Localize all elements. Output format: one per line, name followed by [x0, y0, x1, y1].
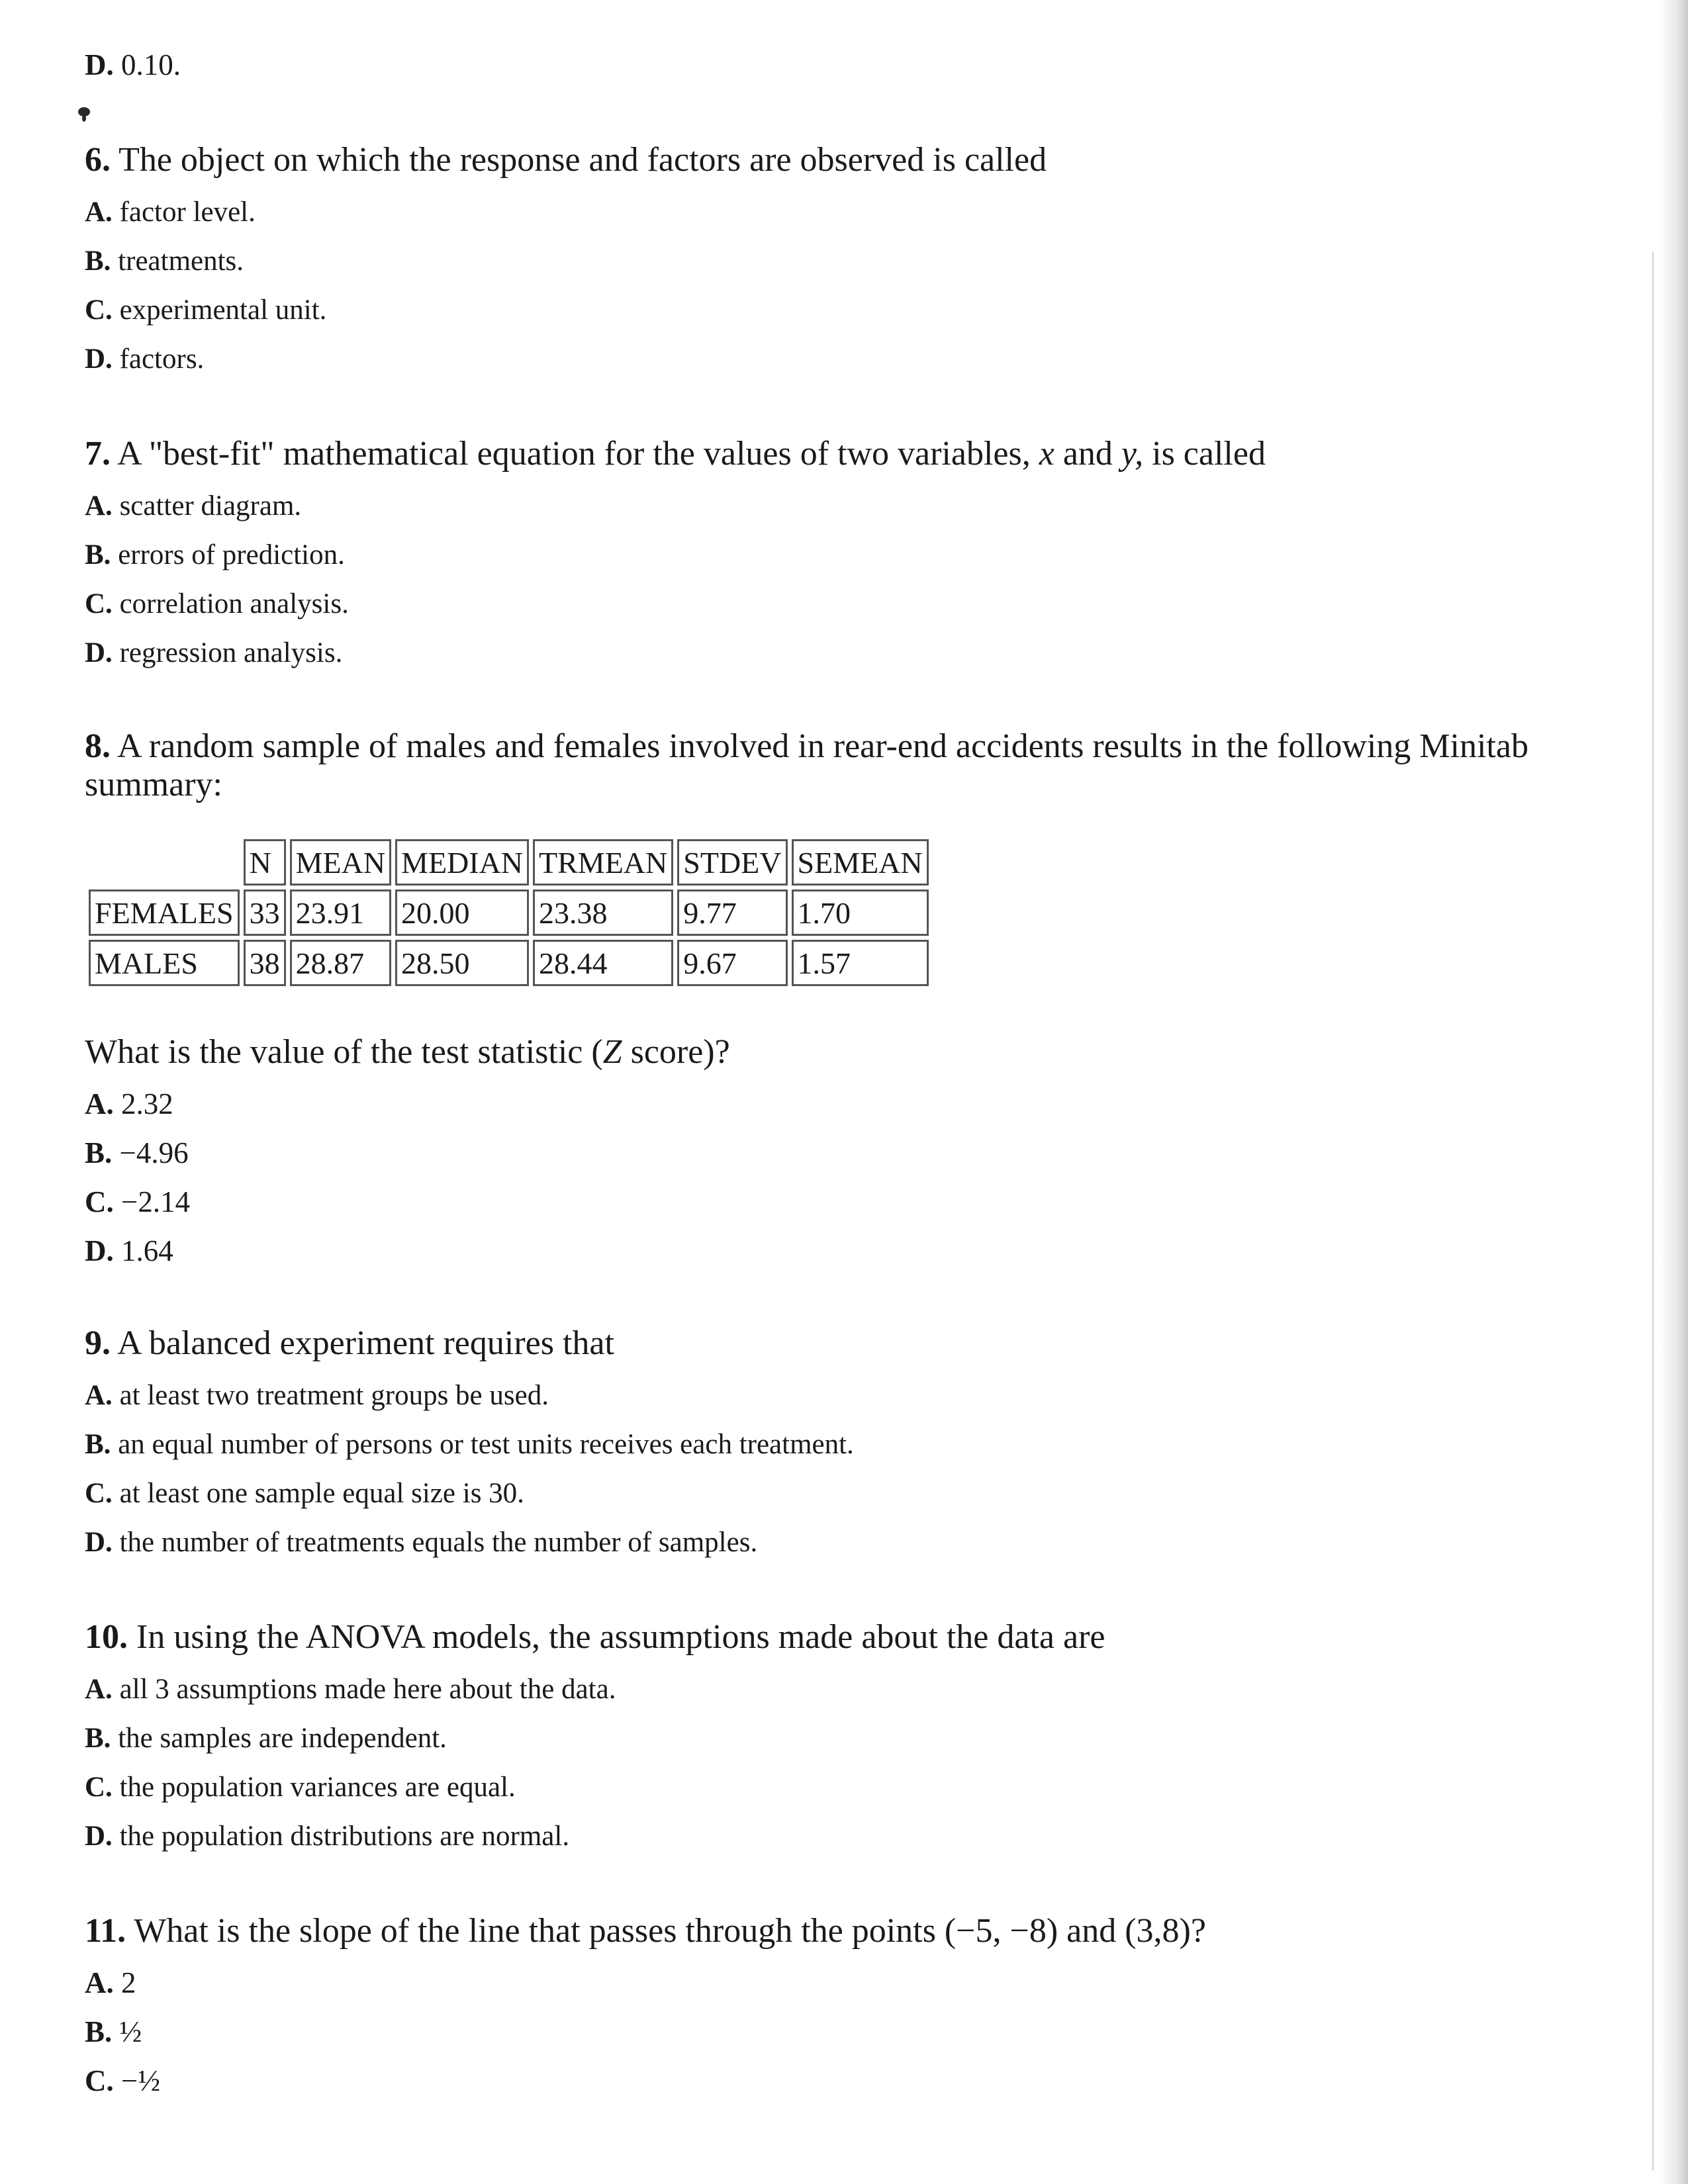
table-cell: 28.50 [395, 940, 529, 986]
option-letter: B. [85, 539, 111, 570]
option-text: factors. [119, 343, 205, 375]
option-text: regression analysis. [119, 637, 343, 668]
option-text: −½ [121, 2064, 161, 2097]
question-text: A balanced experiment requires that [117, 1324, 614, 1362]
q9-option-b [85, 1428, 854, 1461]
scan-edge-line [1652, 251, 1654, 2171]
q8-option-b [85, 1136, 189, 1170]
question-text: The object on which the response and factors are observed is called [118, 141, 1047, 179]
table-cell: 23.38 [533, 889, 673, 936]
table-cell: 20.00 [395, 889, 529, 936]
table-cell: 28.44 [533, 940, 673, 986]
q10-stem [85, 1617, 1105, 1657]
option-letter: A. [85, 197, 113, 228]
q9-option-a [85, 1379, 549, 1412]
option-text: −2.14 [121, 1185, 191, 1218]
option-text: 2 [121, 1966, 136, 1999]
table-cell: 9.77 [677, 889, 787, 936]
option-text: errors of prediction. [118, 539, 345, 570]
option-letter: B. [85, 1723, 111, 1754]
variable-z: Z [602, 1033, 622, 1071]
option-text: ½ [119, 2015, 142, 2048]
option-text: correlation analysis. [119, 588, 349, 619]
q11-option-a [85, 1966, 136, 2000]
option-letter: A. [85, 490, 113, 522]
option-text: at least one sample equal size is 30. [119, 1478, 524, 1509]
row-label: FEMALES [89, 889, 240, 936]
table-cell: 33 [244, 889, 286, 936]
question-text: What is the slope of the line that passes through the points (−5, −8) and (3,8)? [134, 1912, 1206, 1950]
scan-edge-shadow [1659, 0, 1688, 2184]
option-letter: C. [85, 2064, 114, 2097]
option-letter: A. [85, 1674, 113, 1705]
q8-stem-line1 [85, 727, 1528, 766]
scan-speck [82, 115, 86, 122]
option-text: all 3 assumptions made here about the data. [119, 1674, 616, 1705]
variable-y: y, [1121, 435, 1144, 473]
q8-option-d [85, 1234, 173, 1268]
q9-option-c [85, 1477, 524, 1510]
q8-option-a [85, 1087, 173, 1121]
option-text: the samples are independent. [118, 1723, 447, 1754]
table-row [89, 889, 929, 936]
option-letter: D. [85, 637, 113, 668]
minitab-summary-table [85, 835, 933, 990]
option-letter: B. [85, 246, 111, 277]
option-text: 1.64 [121, 1234, 173, 1267]
q6-option-b [85, 245, 244, 277]
q11-stem [85, 1911, 1206, 1950]
variable-x: x [1039, 435, 1055, 473]
table-cell: 23.91 [290, 889, 391, 936]
q8-option-c [85, 1185, 190, 1219]
q7-option-a [85, 490, 301, 522]
question-number: 11. [85, 1912, 126, 1950]
option-text: 0.10. [121, 48, 181, 81]
question-text: A "best-fit" mathematical equation for the values of two variables, [117, 435, 1031, 473]
column-header: STDEV [677, 839, 787, 886]
q11-option-b [85, 2015, 142, 2049]
q10-option-d [85, 1820, 569, 1852]
option-letter: B. [85, 1136, 113, 1169]
option-letter: C. [85, 295, 113, 326]
option-letter: D. [85, 343, 113, 375]
table-cell: 9.67 [677, 940, 787, 986]
option-text: the number of treatments equals the number of samples. [119, 1527, 758, 1558]
option-text: factor level. [119, 197, 256, 228]
option-text: at least two treatment groups be used. [119, 1380, 549, 1411]
q11-option-c [85, 2064, 160, 2098]
question-text-tail: is called [1152, 435, 1266, 473]
option-text: scatter diagram. [119, 490, 302, 522]
option-text: treatments. [118, 246, 244, 277]
question-text: summary: [85, 766, 222, 803]
table-cell: 38 [244, 940, 286, 986]
table-header-row [89, 839, 929, 886]
question-number: 9. [85, 1324, 111, 1362]
q5-option-d [85, 48, 181, 82]
question-number: 6. [85, 141, 111, 179]
question-text: A random sample of males and females involved in rear-end accidents results in the following Minitab [117, 727, 1528, 765]
q6-option-c [85, 294, 326, 326]
table-cell: 1.70 [792, 889, 929, 936]
option-text: the population distributions are normal. [119, 1821, 570, 1852]
q9-option-d [85, 1526, 757, 1559]
question-number: 8. [85, 727, 111, 765]
option-text: experimental unit. [119, 295, 327, 326]
option-letter: C. [85, 1185, 114, 1218]
table-cell: 1.57 [792, 940, 929, 986]
option-letter: A. [85, 1087, 114, 1120]
question-text-and: and [1062, 435, 1113, 473]
q8-question [85, 1032, 730, 1071]
question-number: 10. [85, 1618, 128, 1656]
q6-option-a [85, 196, 256, 228]
q10-option-b [85, 1722, 447, 1754]
option-letter: D. [85, 1527, 113, 1558]
q6-option-d [85, 343, 204, 375]
option-text: 2.32 [121, 1087, 173, 1120]
column-header: MEDIAN [395, 839, 529, 886]
q7-option-d [85, 637, 342, 669]
q8-stem-line2 [85, 765, 222, 804]
option-letter: D. [85, 1234, 114, 1267]
option-letter: D. [85, 48, 114, 81]
option-text: an equal number of persons or test units receives each treatment. [118, 1429, 854, 1460]
question-text: score)? [622, 1033, 730, 1071]
table-row [89, 940, 929, 986]
option-letter: B. [85, 1429, 111, 1460]
question-text: What is the value of the test statistic ( [85, 1033, 603, 1071]
option-letter: C. [85, 1772, 113, 1803]
table-corner [89, 839, 240, 886]
column-header: N [244, 839, 286, 886]
option-letter: A. [85, 1380, 113, 1411]
option-letter: D. [85, 1821, 113, 1852]
question-number: 7. [85, 435, 111, 473]
column-header: SEMEAN [792, 839, 929, 886]
column-header: TRMEAN [533, 839, 673, 886]
q10-option-c [85, 1771, 516, 1803]
option-letter: C. [85, 1478, 113, 1509]
option-text: the population variances are equal. [119, 1772, 516, 1803]
q7-option-b [85, 539, 345, 571]
table-cell: 28.87 [290, 940, 391, 986]
q7-stem [85, 434, 1266, 473]
row-label: MALES [89, 940, 240, 986]
q10-option-a [85, 1673, 616, 1706]
q6-stem [85, 140, 1047, 179]
option-letter: C. [85, 588, 113, 619]
q7-option-c [85, 588, 349, 620]
question-text: In using the ANOVA models, the assumptions made about the data are [136, 1618, 1105, 1656]
option-letter: A. [85, 1966, 114, 1999]
option-text: −4.96 [119, 1136, 189, 1169]
q9-stem [85, 1324, 614, 1363]
option-letter: B. [85, 2015, 113, 2048]
column-header: MEAN [290, 839, 391, 886]
